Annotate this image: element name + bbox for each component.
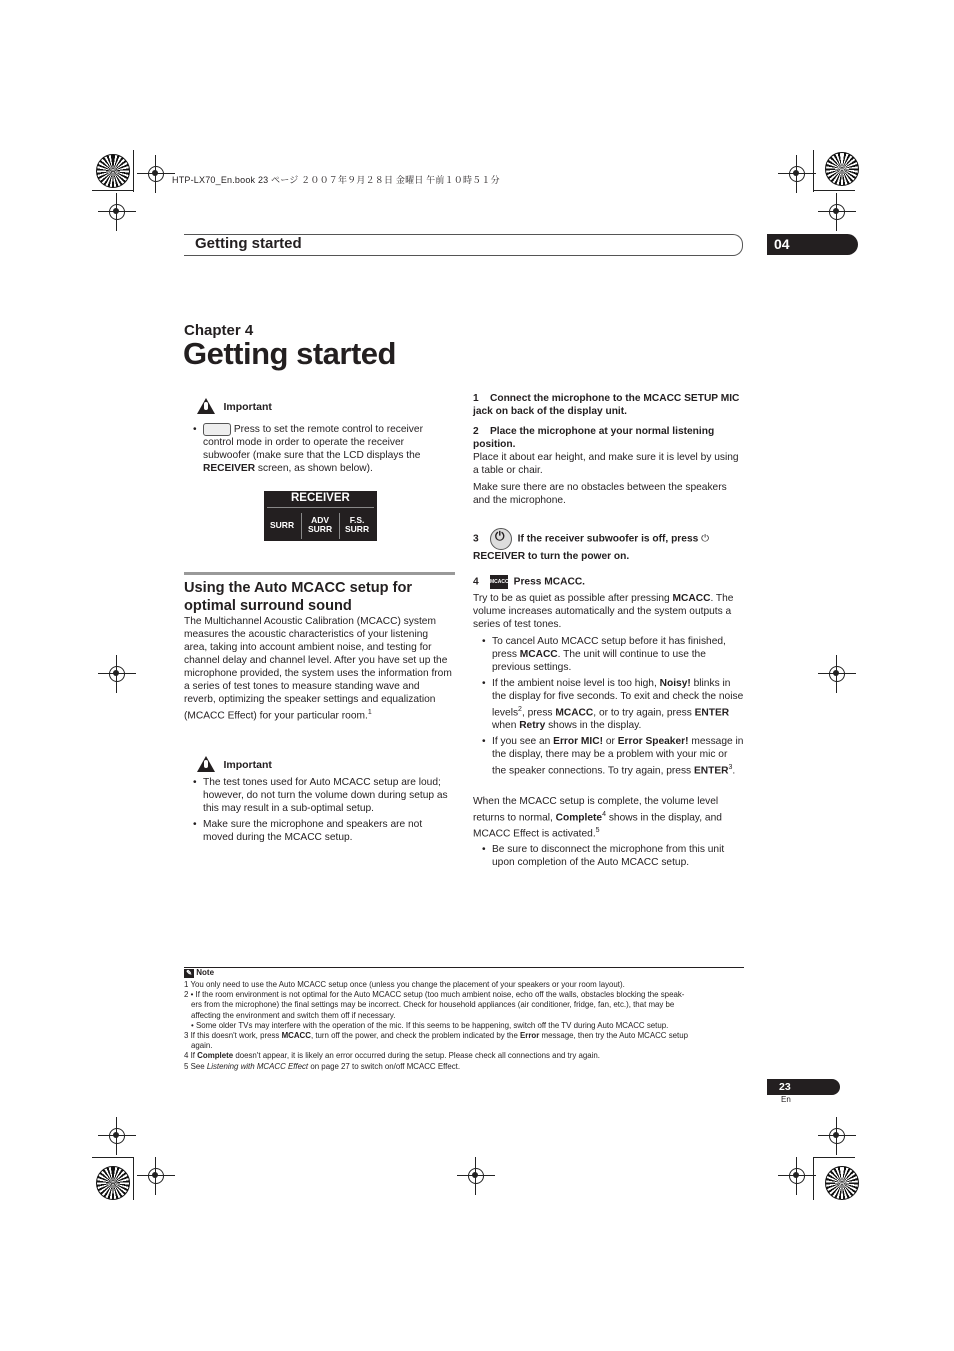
lcd-fs-surr: F.S. SURR [345,515,370,534]
mcacc-button-icon: MCACC [490,575,508,589]
trim-line [813,1157,855,1158]
footnote: 5 See Listening with MCACC Effect on page 27 to switch on/off MCACC Effect. [184,1061,461,1071]
registration-target-bottom-right [825,1166,859,1200]
warning-icon [197,398,215,414]
note-heading: ✎ Note [184,968,214,978]
footnote: 3 If this doesn't work, press MCACC, turn off the power, and check the problem indicated by the Error message, then try the Auto MCACC setup [184,1031,689,1041]
crosshair-mark [106,1125,128,1147]
footnote: affecting the environment and switch them off if necessary. [191,1010,396,1020]
note-rule [184,967,744,968]
section-title: Using the Auto MCACC setup for optimal surround sound [184,580,413,614]
power-symbol-icon: ⏻ [701,533,710,545]
important-block-2 [197,755,272,773]
crosshair-mark [826,663,848,685]
crosshair-mark [106,201,128,223]
step-4-bullets [482,635,744,778]
header-title: Getting started [195,235,302,252]
step-3: 3 ⏻ If the receiver subwoofer is off, press ⏻ RECEIVER to turn the power on. [473,528,743,563]
footnote: • Some older TVs may interfere with the operation of the mic. If this seems to be happening, switch off the TV during Auto MCACC setup. [191,1020,669,1030]
important-heading: Important [223,401,272,413]
crosshair-mark [145,163,167,185]
pencil-icon: ✎ [184,969,194,978]
crosshair-mark [106,663,128,685]
page-number: 23 [779,1081,791,1093]
warning-icon [197,756,215,772]
registration-target-top-left [96,154,130,188]
list-item: • Make sure the microphone and speakers are not moved during the MCACC setup. [193,819,423,843]
step-2: 2 Place the microphone at your normal listening position. [473,426,715,450]
important-heading: Important [223,759,272,771]
book-info-line: HTP-LX70_En.book 23 ページ ２００７年９月２８日 金曜日 午前１０時５１分 [172,175,500,185]
section-body: The Multichannel Acoustic Calibration (MCACC) system measures the acoustic characteristics of your listening area, taking into account ambient noise, and testing for channel delay and channel level. After you have set up the microphone provided, the system uses the information from a series of test tones to measure standing wave and reverb, optimizing the speaker settings and equalization (MCACC Effect) for your particular room.$^1$ [184,616,452,722]
trim-line [813,150,814,192]
footnote: again. [191,1041,213,1051]
lcd-title: RECEIVER [291,492,350,504]
step-4-text: Try to be as quiet as possible after pressing MCACC. The volume increases automatically and the system outputs a series of test tones. [473,593,734,630]
footnote: ers from the microphone) the final settings may be incorrect. Check for household appliances (air conditioner, fridge, fan, etc.), that may be [191,1000,675,1010]
complete-bullet [482,843,744,869]
list-item: • If the ambient noise level is too high, Noisy! blinks in the display for five seconds. To exit and check the noise levels$^2$, press MCACC, or to try again, press ENTER when Retry shows in the display. [482,678,744,732]
trim-line [813,190,855,191]
trim-line [92,190,134,191]
crosshair-mark [786,163,808,185]
trim-line [133,150,134,192]
lcd-surr: SURR [270,520,295,530]
list-item: • To cancel Auto MCACC setup before it has finished, press MCACC. The unit will continue to use the previous settings. [482,636,726,673]
step-2-text-1: Place it about ear height, and make sure it is level by using a table or chair. [473,452,739,476]
crosshair-mark [145,1165,167,1187]
list-item: • If you see an Error MIC! or Error Speaker! message in the display, there may be a problem with your mic or the speaker connections. To try again, press ENTER$^3$. [482,736,744,777]
crosshair-mark [786,1165,808,1187]
list-item: • The test tones used for Auto MCACC setup are loud; however, do not turn the volume down during setup as this may result in a sub-optimal setup. [193,777,448,814]
lcd-adv-surr: ADV SURR [308,515,333,534]
chapter-label: Chapter 4 [184,322,254,339]
registration-target-bottom-left [96,1166,130,1200]
list-item: • Be sure to disconnect the microphone from this unit upon completion of the Auto MCACC setup. [482,844,725,868]
chapter-title: Getting started [183,336,396,371]
step-2-text-2: Make sure there are no obstacles between the speakers and the microphone. [473,482,727,506]
chapter-tab [767,234,858,255]
crosshair-mark [826,201,848,223]
important-1-text: • Press to set the remote control to receiver control mode in order to operate the receiver subwoofer (make sure that the LCD displays the RECEIVER screen, as shown below). [193,424,423,475]
crosshair-mark [465,1165,487,1187]
trim-line [92,1157,134,1158]
step-1: 1 Connect the microphone to the MCACC SETUP MIC jack on back of the display unit. [473,393,740,417]
step-4: 4 MCACC Press MCACC. [473,576,586,588]
important-2-list [193,776,454,844]
footnotes [184,980,746,1072]
footnote: 1 You only need to use the Auto MCACC setup once (unless you change the placement of your speakers or your room layout). [184,980,625,989]
trim-line [133,1158,134,1200]
power-button-icon [490,528,512,550]
receiver-button-icon [203,423,231,436]
complete-paragraph: When the MCACC setup is complete, the volume level returns to normal, Complete$^4$ shows in the display, and MCACC Effect is activated.$^5$ [473,796,722,840]
registration-target-top-right [825,152,859,186]
important-block-1 [197,397,272,415]
section-rule [184,572,455,575]
footnote: 2 • If the room environment is not optimal for the Auto MCACC setup (too much ambient noise, echo off the walls, obstacles blocking the speak- [184,990,685,1000]
footnote: 4 If Complete doesn't appear, it is likely an error occurred during the setup. Please check all connections and try again. [184,1051,601,1061]
language-label: En [781,1095,791,1104]
page-number-tab [767,1079,840,1095]
trim-line [813,1158,814,1200]
chapter-number: 04 [774,236,790,252]
lcd-display-illustration [264,491,377,541]
crosshair-mark [826,1125,848,1147]
